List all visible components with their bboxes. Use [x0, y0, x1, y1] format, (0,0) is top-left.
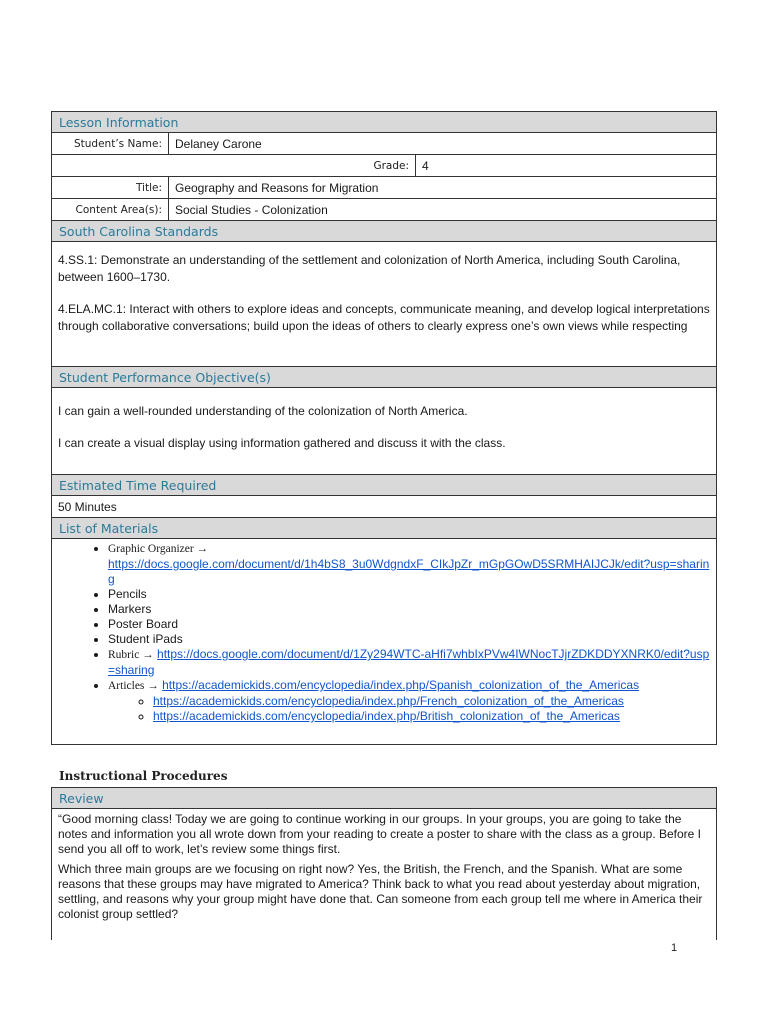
student-name-value: Delaney Carone — [169, 133, 717, 155]
review-body — [52, 809, 717, 941]
procedures-table — [51, 787, 717, 940]
british-article-link[interactable]: https://academickids.com/encyclopedia/index.php/British_colonization_of_the_Americas — [153, 709, 620, 723]
spanish-article-link[interactable]: https://academickids.com/encyclopedia/index.php/Spanish_colonization_of_the_Americas — [162, 678, 640, 692]
objectives-body — [52, 388, 717, 475]
page-number: 1 — [671, 942, 678, 954]
objective-item: I can gain a well-rounded understanding of the colonization of North America. — [58, 404, 468, 418]
grade-value: 4 — [416, 155, 717, 177]
list-item — [153, 709, 710, 724]
student-name-label: Student’s Name: — [52, 133, 169, 155]
standard-item: 4.SS.1: Demonstrate an understanding of the settlement and colonization of North America, including South Carolina, between 1600–1730. — [58, 253, 681, 284]
content-area-value: Social Studies - Colonization — [169, 199, 717, 221]
articles-label: Articles → — [108, 680, 159, 692]
list-item — [108, 541, 710, 587]
standards-header: South Carolina Standards — [52, 221, 717, 242]
lesson-plan-table — [51, 111, 717, 745]
list-item: • Pencils — [108, 587, 710, 602]
graphic-organizer-label: Graphic Organizer → — [108, 543, 209, 555]
rubric-label: Rubric → — [108, 649, 154, 661]
review-paragraph: Which three main groups are we focusing on right now? Yes, the British, the French, and the Spanish. What are some reasons that these groups may have migrated to America? Think back to what you read about yesterday about migration, settling, and reasons why your group might have done that. Can someone from each group tell me where in America their colonist group settled? — [58, 862, 703, 921]
standards-body — [52, 242, 717, 367]
review-header: Review — [52, 788, 717, 809]
objective-item: I can create a visual display using information gathered and discuss it with the class. — [58, 436, 506, 450]
graphic-organizer-link[interactable]: https://docs.google.com/document/d/1h4bS8_3u0WdgndxF_CIkJpZr_mGpGOwD5SRMHAIJCJk/edit?usp=sharing — [108, 557, 710, 586]
materials-list — [58, 541, 710, 724]
materials-header: List of Materials — [52, 518, 717, 539]
time-value: 50 Minutes — [52, 496, 717, 518]
title-value: Geography and Reasons for Migration — [169, 177, 717, 199]
instructional-procedures-title: Instructional Procedures — [59, 769, 228, 783]
materials-body — [52, 539, 717, 745]
french-article-link[interactable]: https://academickids.com/encyclopedia/index.php/French_colonization_of_the_Americas — [153, 694, 624, 708]
list-item: • Markers — [108, 602, 710, 617]
articles-sublist — [108, 694, 710, 724]
objectives-header: Student Performance Objective(s) — [52, 367, 717, 388]
grade-label: Grade: — [52, 155, 416, 177]
time-header: Estimated Time Required — [52, 475, 717, 496]
title-label: Title: — [52, 177, 169, 199]
content-area-label: Content Area(s): — [52, 199, 169, 221]
list-item — [108, 647, 710, 678]
list-item — [108, 678, 710, 724]
lesson-information-header: Lesson Information — [52, 112, 717, 133]
standard-item: 4.ELA.MC.1: Interact with others to explore ideas and concepts, communicate meaning, and develop logical interpretations through collaborative conversations; build upon the ideas of others to clearly express one’s own views while respecting — [58, 302, 710, 333]
list-item — [153, 694, 710, 709]
review-paragraph: “Good morning class! Today we are going to continue working in our groups. In your groups, you are going to take the notes and information you all wrote down from your reading to create a poster to share with the class as a group. Before I send you all off to work, let’s review some things first. — [58, 812, 702, 856]
list-item: • Poster Board — [108, 617, 710, 632]
list-item: • Student iPads — [108, 632, 710, 647]
rubric-link[interactable]: https://docs.google.com/document/d/1Zy294WTC-aHfi7whbIxPVw4IWNocTJjrZDKDDYXNRK0/edit?usp=sharing — [108, 647, 710, 677]
